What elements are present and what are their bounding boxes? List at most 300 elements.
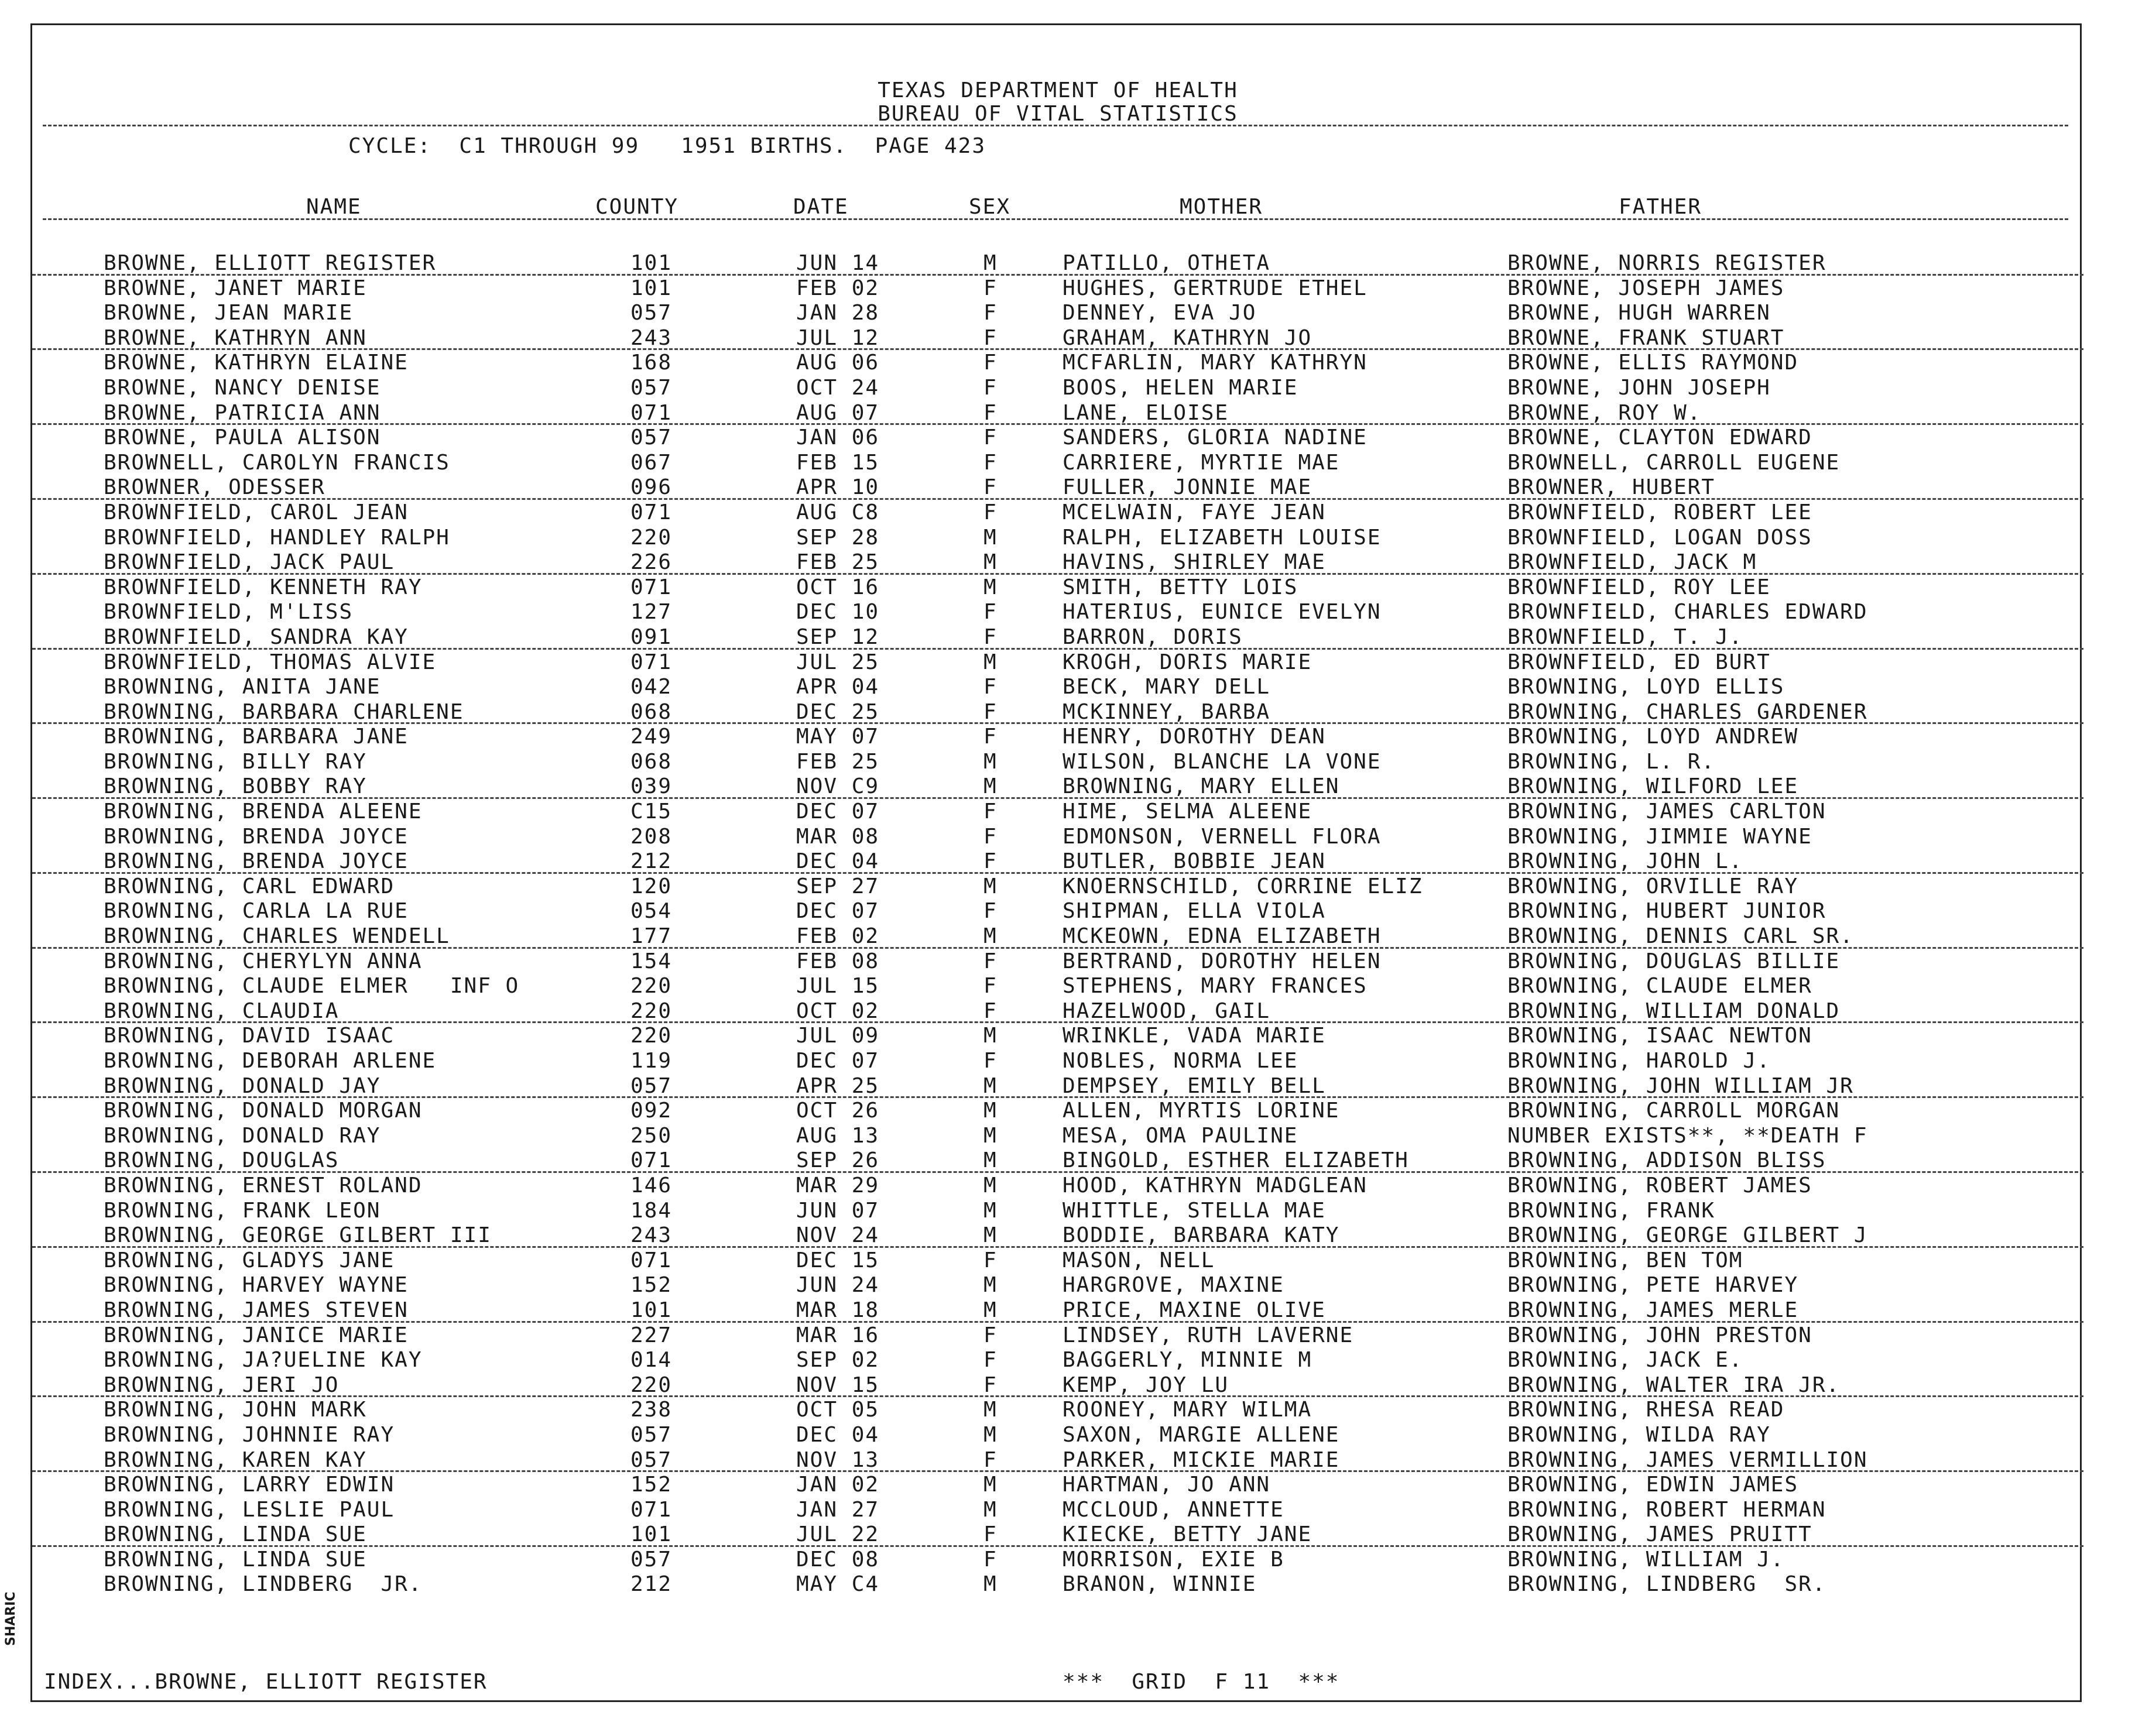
table-row	[32, 1347, 2083, 1373]
table-row	[32, 1397, 2083, 1422]
cell-county: 068	[630, 749, 673, 774]
cell-date: JUN 24	[796, 1273, 880, 1298]
table-row	[32, 650, 2083, 675]
cell-father: BROWNING, WILDA RAY	[1507, 1422, 1771, 1447]
cell-sex: M	[983, 525, 998, 550]
cell-sex: M	[983, 1572, 998, 1597]
cell-sex: F	[983, 1049, 998, 1073]
cell-mother: BROWNING, MARY ELLEN	[1063, 774, 1340, 799]
table-row	[32, 874, 2083, 899]
side-label: SHARIC	[4, 1591, 18, 1646]
cell-county: 212	[630, 1572, 673, 1597]
cell-father: BROWNING, JAMES MERLE	[1507, 1298, 1799, 1322]
cell-name: BROWNING, BOBBY RAY	[104, 774, 367, 799]
table-row	[32, 350, 2083, 375]
cell-name: BROWNING, CARLA LA RUE	[104, 899, 409, 924]
table-row	[32, 1522, 2083, 1547]
table-row	[32, 1547, 2083, 1572]
cell-date: AUG 13	[796, 1123, 880, 1148]
cycle-info: CYCLE: C1 THROUGH 99 1951 BIRTHS. PAGE 423	[348, 134, 986, 158]
cell-mother: WHITTLE, STELLA MAE	[1063, 1198, 1326, 1223]
table-row	[32, 898, 2083, 924]
cell-county: 071	[630, 1497, 673, 1522]
cell-county: 057	[630, 375, 673, 400]
table-row	[32, 749, 2083, 774]
cell-sex: F	[983, 375, 998, 400]
cell-sex: F	[983, 949, 998, 973]
cell-mother: ROONEY, MARY WILMA	[1063, 1398, 1312, 1422]
cell-name: BROWNFIELD, SANDRA KAY	[104, 625, 409, 649]
table-row	[32, 1098, 2083, 1123]
cell-father: BROWNFIELD, CHARLES EDWARD	[1507, 600, 1868, 625]
cell-mother: HATERIUS, EUNICE EVELYN	[1063, 600, 1382, 625]
cell-county: 014	[630, 1348, 673, 1373]
cell-county: 208	[630, 824, 673, 849]
table-row	[32, 1272, 2083, 1298]
table-row	[32, 325, 2083, 351]
column-header-name: NAME	[306, 195, 362, 219]
cell-father: BROWNING, HUBERT JUNIOR	[1507, 899, 1826, 924]
cell-date: MAR 16	[796, 1323, 880, 1347]
cell-date: JAN 02	[796, 1473, 880, 1497]
table-row	[32, 1373, 2083, 1398]
cell-sex: M	[983, 575, 998, 599]
cell-county: 071	[630, 1148, 673, 1173]
cell-date: SEP 28	[796, 525, 880, 550]
table-row	[32, 475, 2083, 500]
cell-county: 057	[630, 1073, 673, 1098]
cell-county: 101	[630, 251, 673, 275]
cell-date: SEP 26	[796, 1148, 880, 1173]
cell-name: BROWNING, GEORGE GILBERT III	[104, 1223, 492, 1248]
cell-date: JAN 06	[796, 426, 880, 450]
cell-name: BROWNE, PAULA ALISON	[104, 426, 381, 450]
cell-date: SEP 02	[796, 1348, 880, 1373]
table-row	[32, 774, 2083, 799]
cell-mother: MCFARLIN, MARY KATHRYN	[1063, 351, 1368, 375]
cell-date: NOV 15	[796, 1373, 880, 1397]
cell-sex: F	[983, 1447, 998, 1472]
cell-name: BROWNING, BRENDA JOYCE	[104, 824, 409, 849]
document-page	[30, 23, 2082, 1702]
cell-sex: F	[983, 1522, 998, 1547]
cell-father: BROWNING, CLAUDE ELMER	[1507, 974, 1812, 999]
table-row	[32, 525, 2083, 550]
cell-mother: BODDIE, BARBARA KATY	[1063, 1223, 1340, 1248]
cell-county: 057	[630, 1422, 673, 1447]
cell-sex: M	[983, 550, 998, 575]
cell-county: 042	[630, 675, 673, 699]
cell-mother: KROGH, DORIS MARIE	[1063, 650, 1312, 674]
cell-name: BROWNING, CHERYLYN ANNA	[104, 949, 423, 973]
cell-county: 071	[630, 575, 673, 599]
cell-father: BROWNE, NORRIS REGISTER	[1507, 251, 1826, 275]
cell-father: BROWNER, HUBERT	[1507, 475, 1716, 500]
cell-date: DEC 07	[796, 800, 880, 824]
cell-county: 071	[630, 1248, 673, 1272]
cell-mother: BOOS, HELEN MARIE	[1063, 375, 1298, 400]
cell-father: BROWNING, WALTER IRA JR.	[1507, 1373, 1841, 1397]
cell-father: BROWNFIELD, ED BURT	[1507, 650, 1771, 674]
cell-father: BROWNING, JAMES PRUITT	[1507, 1522, 1812, 1547]
table-row	[32, 400, 2083, 426]
cell-county: 127	[630, 600, 673, 625]
cell-name: BROWNING, BILLY RAY	[104, 749, 367, 774]
cell-father: BROWNFIELD, JACK M	[1507, 550, 1757, 575]
cell-name: BROWNING, CLAUDE ELMER INF O	[104, 974, 520, 999]
cell-date: MAY C4	[796, 1572, 880, 1597]
cell-mother: HAVINS, SHIRLEY MAE	[1063, 550, 1326, 575]
cell-sex: M	[983, 650, 998, 674]
cell-mother: DENNEY, EVA JO	[1063, 301, 1257, 325]
cell-sex: F	[983, 426, 998, 450]
cell-name: BROWNFIELD, M'LISS	[104, 600, 354, 625]
cell-father: BROWNING, CARROLL MORGAN	[1507, 1099, 1841, 1123]
birth-records-table	[32, 251, 2083, 1597]
cell-county: 120	[630, 874, 673, 898]
cell-date: DEC 07	[796, 1049, 880, 1073]
cell-name: BROWNE, ELLIOTT REGISTER	[104, 251, 437, 275]
cell-county: 152	[630, 1473, 673, 1497]
cell-date: APR 10	[796, 475, 880, 500]
cell-date: APR 25	[796, 1073, 880, 1098]
cell-father: BROWNING, PETE HARVEY	[1507, 1273, 1799, 1298]
cell-father: BROWNFIELD, LOGAN DOSS	[1507, 525, 1812, 550]
table-row	[32, 674, 2083, 699]
cell-county: 243	[630, 1223, 673, 1248]
cell-sex: M	[983, 1099, 998, 1123]
cell-mother: BRANON, WINNIE	[1063, 1572, 1257, 1597]
cell-sex: F	[983, 699, 998, 724]
cell-name: BROWNING, DONALD RAY	[104, 1123, 381, 1148]
index-label: INDEX...BROWNE, ELLIOTT REGISTER	[44, 1670, 488, 1694]
cell-sex: M	[983, 251, 998, 275]
cell-father: BROWNING, JOHN WILLIAM JR	[1507, 1073, 1854, 1098]
cell-date: JUL 09	[796, 1024, 880, 1048]
cell-father: BROWNE, HUGH WARREN	[1507, 301, 1771, 325]
table-row	[32, 500, 2083, 525]
cell-name: BROWNE, NANCY DENISE	[104, 375, 381, 400]
cell-sex: F	[983, 600, 998, 625]
cell-county: 057	[630, 1447, 673, 1472]
cell-date: SEP 27	[796, 874, 880, 898]
cell-date: JUN 07	[796, 1198, 880, 1223]
cell-date: JUL 25	[796, 650, 880, 674]
cell-mother: HARGROVE, MAXINE	[1063, 1273, 1284, 1298]
cell-county: 227	[630, 1323, 673, 1347]
cell-county: 146	[630, 1173, 673, 1198]
cell-father: BROWNE, CLAYTON EDWARD	[1507, 426, 1812, 450]
table-row	[32, 1472, 2083, 1497]
cell-county: 068	[630, 699, 673, 724]
cell-date: DEC 25	[796, 699, 880, 724]
cell-sex: F	[983, 1348, 998, 1373]
cell-mother: SHIPMAN, ELLA VIOLA	[1063, 899, 1326, 924]
cell-father: BROWNE, JOHN JOSEPH	[1507, 375, 1771, 400]
cell-date: APR 04	[796, 675, 880, 699]
cell-father: BROWNING, ROBERT JAMES	[1507, 1173, 1812, 1198]
cell-date: MAR 29	[796, 1173, 880, 1198]
table-row	[32, 276, 2083, 301]
cell-date: NOV C9	[796, 774, 880, 799]
cell-date: DEC 10	[796, 600, 880, 625]
cell-name: BROWNING, DEBORAH ARLENE	[104, 1049, 437, 1073]
cell-mother: ALLEN, MYRTIS LORINE	[1063, 1099, 1340, 1123]
cell-sex: F	[983, 1373, 998, 1397]
cell-mother: BARRON, DORIS	[1063, 625, 1243, 649]
cell-name: BROWNING, DAVID ISAAC	[104, 1024, 395, 1048]
table-row	[32, 1148, 2083, 1173]
table-row	[32, 550, 2083, 575]
cell-date: JAN 27	[796, 1497, 880, 1522]
cell-name: BROWNING, ERNEST ROLAND	[104, 1173, 423, 1198]
cell-mother: SMITH, BETTY LOIS	[1063, 575, 1298, 599]
table-row	[32, 973, 2083, 999]
cell-father: BROWNING, LOYD ANDREW	[1507, 725, 1799, 749]
cell-mother: DEMPSEY, EMILY BELL	[1063, 1073, 1326, 1098]
cell-date: JUL 15	[796, 974, 880, 999]
cell-date: DEC 04	[796, 1422, 880, 1447]
cell-name: BROWNING, HARVEY WAYNE	[104, 1273, 409, 1298]
cell-mother: BUTLER, BOBBIE JEAN	[1063, 849, 1326, 874]
cell-father: BROWNING, LINDBERG SR.	[1507, 1572, 1826, 1597]
cell-date: AUG 07	[796, 400, 880, 425]
cell-date: DEC 15	[796, 1248, 880, 1272]
table-row	[32, 1422, 2083, 1447]
table-row	[32, 724, 2083, 749]
cell-county: 101	[630, 1522, 673, 1547]
cell-name: BROWNING, DONALD JAY	[104, 1073, 381, 1098]
cell-mother: MCELWAIN, FAYE JEAN	[1063, 500, 1326, 524]
cell-county: 119	[630, 1049, 673, 1073]
cell-mother: HARTMAN, JO ANN	[1063, 1473, 1271, 1497]
cell-mother: WRINKLE, VADA MARIE	[1063, 1024, 1326, 1048]
cell-father: BROWNING, L. R.	[1507, 749, 1716, 774]
cell-county: 092	[630, 1099, 673, 1123]
cell-sex: M	[983, 1024, 998, 1048]
table-row	[32, 450, 2083, 475]
cell-sex: M	[983, 1198, 998, 1223]
cell-date: SEP 12	[796, 625, 880, 649]
table-row	[32, 251, 2083, 276]
cell-mother: WILSON, BLANCHE LA VONE	[1063, 749, 1382, 774]
cell-mother: MCKINNEY, BARBA	[1063, 699, 1271, 724]
table-row	[32, 599, 2083, 625]
cell-county: 071	[630, 400, 673, 425]
cell-mother: BECK, MARY DELL	[1063, 675, 1271, 699]
cell-name: BROWNFIELD, HANDLEY RALPH	[104, 525, 450, 550]
cell-sex: M	[983, 1422, 998, 1447]
cell-father: BROWNING, JAMES CARLTON	[1507, 800, 1826, 824]
table-row	[32, 575, 2083, 600]
cell-sex: F	[983, 1323, 998, 1347]
cell-father: BROWNE, FRANK STUART	[1507, 325, 1785, 350]
cell-name: BROWNING, JANICE MARIE	[104, 1323, 409, 1347]
cell-sex: M	[983, 874, 998, 898]
cell-mother: SANDERS, GLORIA NADINE	[1063, 426, 1368, 450]
cell-name: BROWNING, DONALD MORGAN	[104, 1099, 423, 1123]
column-header-sex: SEX	[969, 195, 1011, 219]
cell-county: 212	[630, 849, 673, 874]
cell-mother: MASON, NELL	[1063, 1248, 1215, 1272]
bureau-title: BUREAU OF VITAL STATISTICS	[878, 102, 1238, 126]
cell-county: 168	[630, 351, 673, 375]
cell-sex: F	[983, 500, 998, 524]
cell-date: OCT 02	[796, 999, 880, 1023]
table-row	[32, 1572, 2083, 1597]
cell-father: BROWNING, DOUGLAS BILLIE	[1507, 949, 1841, 973]
cell-father: BROWNING, ADDISON BLISS	[1507, 1148, 1826, 1173]
cell-date: FEB 02	[796, 276, 880, 300]
table-row	[32, 949, 2083, 974]
cell-name: BROWNE, KATHRYN ELAINE	[104, 351, 409, 375]
cell-father: BROWNING, JOHN L.	[1507, 849, 1743, 874]
cell-sex: F	[983, 625, 998, 649]
cell-mother: EDMONSON, VERNELL FLORA	[1063, 824, 1382, 849]
column-header-mother: MOTHER	[1180, 195, 1263, 219]
cell-name: BROWNING, JOHN MARK	[104, 1398, 367, 1422]
cell-mother: BAGGERLY, MINNIE M	[1063, 1348, 1312, 1373]
cell-father: BROWNING, RHESA READ	[1507, 1398, 1785, 1422]
table-row	[32, 924, 2083, 949]
cell-name: BROWNE, KATHRYN ANN	[104, 325, 367, 350]
cell-name: BROWNING, JOHNNIE RAY	[104, 1422, 395, 1447]
cell-father: BROWNFIELD, ROBERT LEE	[1507, 500, 1812, 524]
cell-sex: F	[983, 400, 998, 425]
cell-father: BROWNING, JIMMIE WAYNE	[1507, 824, 1812, 849]
cell-sex: M	[983, 1123, 998, 1148]
cell-sex: M	[983, 1398, 998, 1422]
cell-mother: HOOD, KATHRYN MADGLEAN	[1063, 1173, 1368, 1198]
cell-county: 057	[630, 1547, 673, 1572]
cell-county: 057	[630, 426, 673, 450]
cell-name: BROWNING, GLADYS JANE	[104, 1248, 395, 1272]
cell-mother: KIECKE, BETTY JANE	[1063, 1522, 1312, 1547]
cell-mother: MORRISON, EXIE B	[1063, 1547, 1284, 1572]
cell-name: BROWNING, LESLIE PAUL	[104, 1497, 395, 1522]
cell-mother: MESA, OMA PAULINE	[1063, 1123, 1298, 1148]
cell-father: BROWNELL, CARROLL EUGENE	[1507, 450, 1841, 475]
header-divider	[43, 125, 2068, 126]
cell-father: BROWNE, ELLIS RAYMOND	[1507, 351, 1799, 375]
cell-date: OCT 24	[796, 375, 880, 400]
cell-sex: F	[983, 824, 998, 849]
cell-name: BROWNE, JANET MARIE	[104, 276, 367, 300]
cell-name: BROWNFIELD, THOMAS ALVIE	[104, 650, 437, 674]
cell-county: 101	[630, 1298, 673, 1322]
cell-name: BROWNING, LARRY EDWIN	[104, 1473, 395, 1497]
cell-father: BROWNING, CHARLES GARDENER	[1507, 699, 1868, 724]
cell-county: 091	[630, 625, 673, 649]
cell-name: BROWNING, LINDBERG JR.	[104, 1572, 423, 1597]
cell-mother: GRAHAM, KATHRYN JO	[1063, 325, 1312, 350]
cell-father: BROWNING, GEORGE GILBERT J	[1507, 1223, 1868, 1248]
cell-name: BROWNING, BRENDA JOYCE	[104, 849, 409, 874]
cell-father: BROWNING, JOHN PRESTON	[1507, 1323, 1812, 1347]
cell-sex: F	[983, 301, 998, 325]
cell-father: BROWNING, ISAAC NEWTON	[1507, 1024, 1812, 1048]
table-row	[32, 1048, 2083, 1073]
cell-sex: M	[983, 1223, 998, 1248]
cell-sex: M	[983, 774, 998, 799]
cell-mother: BINGOLD, ESTHER ELIZABETH	[1063, 1148, 1409, 1173]
cell-name: BROWNING, DOUGLAS	[104, 1148, 340, 1173]
cell-date: AUG 06	[796, 351, 880, 375]
cell-mother: PRICE, MAXINE OLIVE	[1063, 1298, 1326, 1322]
cell-mother: LINDSEY, RUTH LAVERNE	[1063, 1323, 1354, 1347]
cell-name: BROWNING, KAREN KAY	[104, 1447, 367, 1472]
column-header-divider	[43, 218, 2068, 220]
cell-date: OCT 26	[796, 1099, 880, 1123]
cell-father: BROWNING, BEN TOM	[1507, 1248, 1743, 1272]
cell-mother: FULLER, JONNIE MAE	[1063, 475, 1312, 500]
cell-name: BROWNFIELD, CAROL JEAN	[104, 500, 409, 524]
cell-sex: F	[983, 675, 998, 699]
cell-sex: M	[983, 1148, 998, 1173]
cell-mother: HUGHES, GERTRUDE ETHEL	[1063, 276, 1368, 300]
cell-father: BROWNING, WILLIAM J.	[1507, 1547, 1785, 1572]
cell-mother: MCKEOWN, EDNA ELIZABETH	[1063, 924, 1382, 949]
cell-county: 154	[630, 949, 673, 973]
column-header-father: FATHER	[1619, 195, 1702, 219]
cell-name: BROWNING, CARL EDWARD	[104, 874, 395, 898]
cell-date: JAN 28	[796, 301, 880, 325]
cell-mother: PARKER, MICKIE MARIE	[1063, 1447, 1340, 1472]
cell-date: FEB 08	[796, 949, 880, 973]
cell-mother: HIME, SELMA ALEENE	[1063, 800, 1312, 824]
cell-sex: F	[983, 849, 998, 874]
cell-sex: M	[983, 749, 998, 774]
cell-sex: F	[983, 1547, 998, 1572]
cell-mother: CARRIERE, MYRTIE MAE	[1063, 450, 1340, 475]
cell-sex: M	[983, 1073, 998, 1098]
cell-name: BROWNING, CLAUDIA	[104, 999, 340, 1023]
cell-sex: F	[983, 475, 998, 500]
cell-mother: RALPH, ELIZABETH LOUISE	[1063, 525, 1382, 550]
cell-county: 071	[630, 650, 673, 674]
cell-county: 243	[630, 325, 673, 350]
table-row	[32, 425, 2083, 450]
cell-father: BROWNING, WILLIAM DONALD	[1507, 999, 1841, 1023]
table-row	[32, 1023, 2083, 1048]
cell-county: 096	[630, 475, 673, 500]
cell-sex: M	[983, 1497, 998, 1522]
cell-father: BROWNING, WILFORD LEE	[1507, 774, 1799, 799]
cell-date: MAR 08	[796, 824, 880, 849]
cell-date: FEB 02	[796, 924, 880, 949]
cell-mother: BERTRAND, DOROTHY HELEN	[1063, 949, 1382, 973]
cell-father: BROWNING, HAROLD J.	[1507, 1049, 1771, 1073]
cell-father: BROWNE, JOSEPH JAMES	[1507, 276, 1785, 300]
cell-county: C15	[630, 800, 673, 824]
cell-county: 220	[630, 525, 673, 550]
table-row	[32, 1447, 2083, 1473]
cell-name: BROWNE, PATRICIA ANN	[104, 400, 381, 425]
cell-date: NOV 24	[796, 1223, 880, 1248]
table-row	[32, 1198, 2083, 1223]
cell-name: BROWNING, CHARLES WENDELL	[104, 924, 450, 949]
cell-sex: F	[983, 351, 998, 375]
cell-father: BROWNFIELD, T. J.	[1507, 625, 1743, 649]
cell-mother: STEPHENS, MARY FRANCES	[1063, 974, 1368, 999]
table-row	[32, 375, 2083, 400]
cell-date: DEC 04	[796, 849, 880, 874]
cell-sex: M	[983, 924, 998, 949]
cell-mother: KEMP, JOY LU	[1063, 1373, 1229, 1397]
table-row	[32, 1323, 2083, 1348]
cell-name: BROWNE, JEAN MARIE	[104, 301, 354, 325]
cell-sex: F	[983, 325, 998, 350]
